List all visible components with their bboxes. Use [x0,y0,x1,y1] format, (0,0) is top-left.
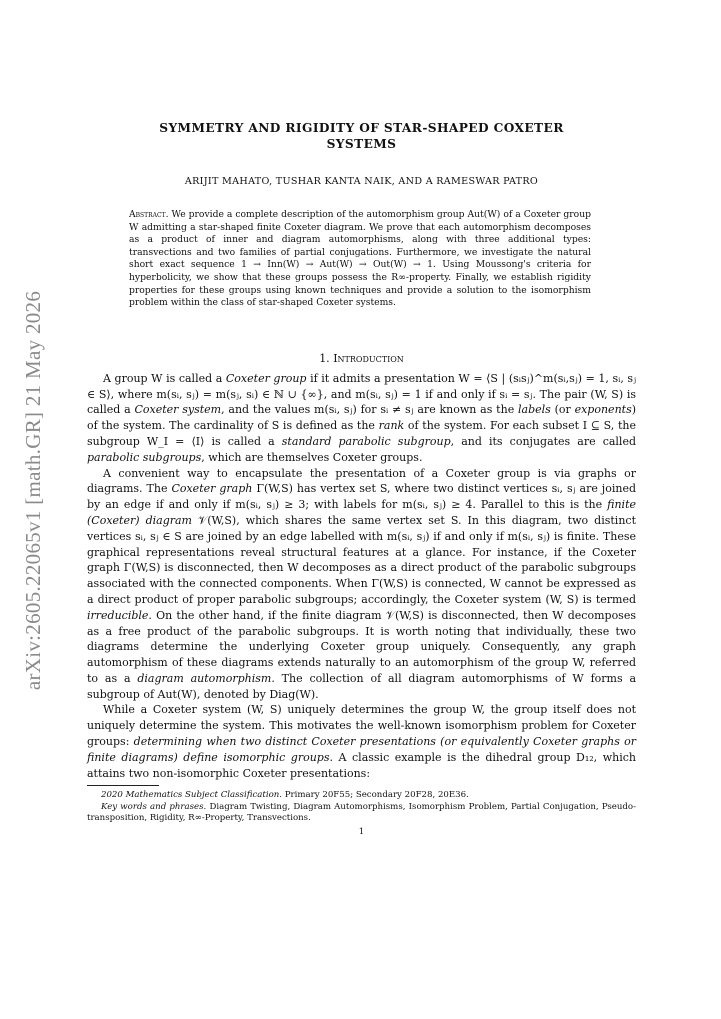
text-run: A convenient way to encapsulate the presentation of a Coxeter group is via graphs or diagrams. The [87,466,636,496]
author-list: ARIJIT MAHATO, TUSHAR KANTA NAIK, AND A RAMESWAR PATRO [184,176,539,187]
text-run: , and its conjugates are called [450,434,637,448]
arxiv-identifier: arXiv:2605.22065v1 [math.GR] 21 May 2026 [21,290,46,690]
abstract [129,209,591,310]
abstract-label: Abstract. [129,209,169,220]
text-run: 𝒱(W,S), which shares the same vertex set S. In this diagram, two distinct vertices sᵢ, sⱼ ∈ S are joined by an edge labelled with m(sᵢ, sⱼ) if and only if m(sᵢ, sⱼ) is finite. These graphical representations reveal structural features at a glance. For instance, if the Coxeter graph Γ(W,S) is disconnected, then W decomposes as a direct product of the parabolic subgroups associated with the connected components. When Γ(W,S) is connected, W cannot be expressed as a direct product of proper parabolic subgroups; accordingly, the Coxeter system (W, S) is termed [87,513,636,606]
paper-title [87,120,636,152]
defined-term: standard parabolic subgroup [281,434,451,448]
text-run: , which are themselves Coxeter groups. [201,450,423,464]
paragraph-2 [87,466,636,703]
title-line-2: SYSTEMS [326,137,397,151]
paragraph-3 [87,702,636,781]
keywords-text: Diagram Twisting, Diagram Automorphisms, Isomorphism Problem, Partial Conjugation, Pseudo-transposition, Rigidity, R∞-Property, Transvections. [87,801,636,824]
abstract-text: We provide a complete description of the automorphism group Aut(W) of a Coxeter group W admitting a star-shaped finite Coxeter diagram. We prove that each automorphism decomposes as a product of inner and diagram automorphisms, along with three additional types: transvections and two families of partial conjugations. Furthermore, we investigate the natural short exact sequence 1 → Inn(W) → Aut(W) → Out(W) → 1. Using Moussong's criteria for hyperbolicity, we show that these groups possess the R∞-property. Finally, we establish rigidity properties for these groups using known techniques and provide a solution to the isomorphism problem within the class of star-shaped Coxeter systems. [129,209,592,309]
defined-term: labels [518,403,551,417]
paper-page [87,120,636,837]
title-line-1: SYMMETRY AND RIGIDITY OF STAR-SHAPED COXETER [159,121,564,135]
arxiv-stamp [14,260,54,720]
text-run: . On the other hand, if the finite diagram 𝒱(W,S) is disconnected, then W decomposes as a free product of the parabolic subgroups. It is worth noting that individually, these two diagrams determine the underlying Coxeter group uniquely. Consequently, any graph automorphism of these diagrams extends naturally to an automorphism of the group W, referred to as a [87,608,636,685]
footnotes [87,790,636,824]
defined-term: Coxeter system [134,403,222,417]
defined-term: Coxeter group [225,371,307,385]
msc-label: 2020 Mathematics Subject Classification. [101,790,283,801]
text-run: ) of the system. The cardinality of S is defined as the [87,403,637,433]
text-run: . The collection of all diagram automorphisms of W forms a subgroup of Aut(W), denoted by Diag(W). [87,671,637,701]
section-body [87,371,636,782]
defined-term: Coxeter graph [171,482,253,496]
text-run: . A classic example is the dihedral group D₁₂, which attains two non-isomorphic Coxeter presentations: [87,750,636,780]
defined-term: exponents [574,403,632,417]
keywords-footnote [87,802,636,825]
defined-term: irreducible [87,608,149,622]
defined-term: diagram automorphism [137,671,272,685]
text-run: While a Coxeter system (W, S) uniquely determines the group W, the group itself does not uniquely determine the system. This motivates the well-known isomorphism problem for Coxeter groups: [87,703,636,749]
text-run: of the system. For each subset I ⊆ S, the subgroup W_I = ⟨I⟩ is called a [87,419,636,448]
section-name: Introduction [333,351,404,365]
defined-term: finite (Coxeter) diagram [87,498,636,527]
footnote-rule [87,785,159,786]
section-heading [87,352,636,365]
section-number: 1. [319,351,330,365]
defined-term: rank [378,419,405,433]
page-number: 1 [358,826,365,837]
defined-term: parabolic subgroups [87,450,202,464]
emphasized-phrase: determining when two distinct Coxeter presentations (or equivalently Coxeter graphs or finite diagrams) define isomorphic groups [87,735,636,764]
keywords-label: Key words and phrases. [101,801,207,812]
text-run: (or [550,403,575,417]
msc-footnote [87,790,636,801]
text-run: Γ(W,S) has vertex set S, where two distinct vertices sᵢ, sⱼ are joined by an edge if and only if m(sᵢ, sⱼ) ≥ 3; with labels for m(sᵢ, sⱼ) ≥ 4. Parallel to this is the [87,482,636,512]
msc-text: Primary 20F55; Secondary 20F28, 20E36. [282,790,469,801]
text-run: if it admits a presentation W = ⟨S | (sᵢsⱼ)^m(sᵢ,sⱼ) = 1, sᵢ, sⱼ ∈ S⟩, where m(sᵢ, sⱼ) = m(sⱼ, sᵢ) ∈ ℕ ∪ {∞}, and m(sᵢ, sⱼ) = 1 if and only if sᵢ = sⱼ. The pair (W, S) is called a [87,371,636,417]
paragraph-1 [87,371,636,466]
text-run: A group W is called a [103,371,226,385]
text-run: , and the values m(sᵢ, sⱼ) for sᵢ ≠ sⱼ are known as the [221,403,519,417]
